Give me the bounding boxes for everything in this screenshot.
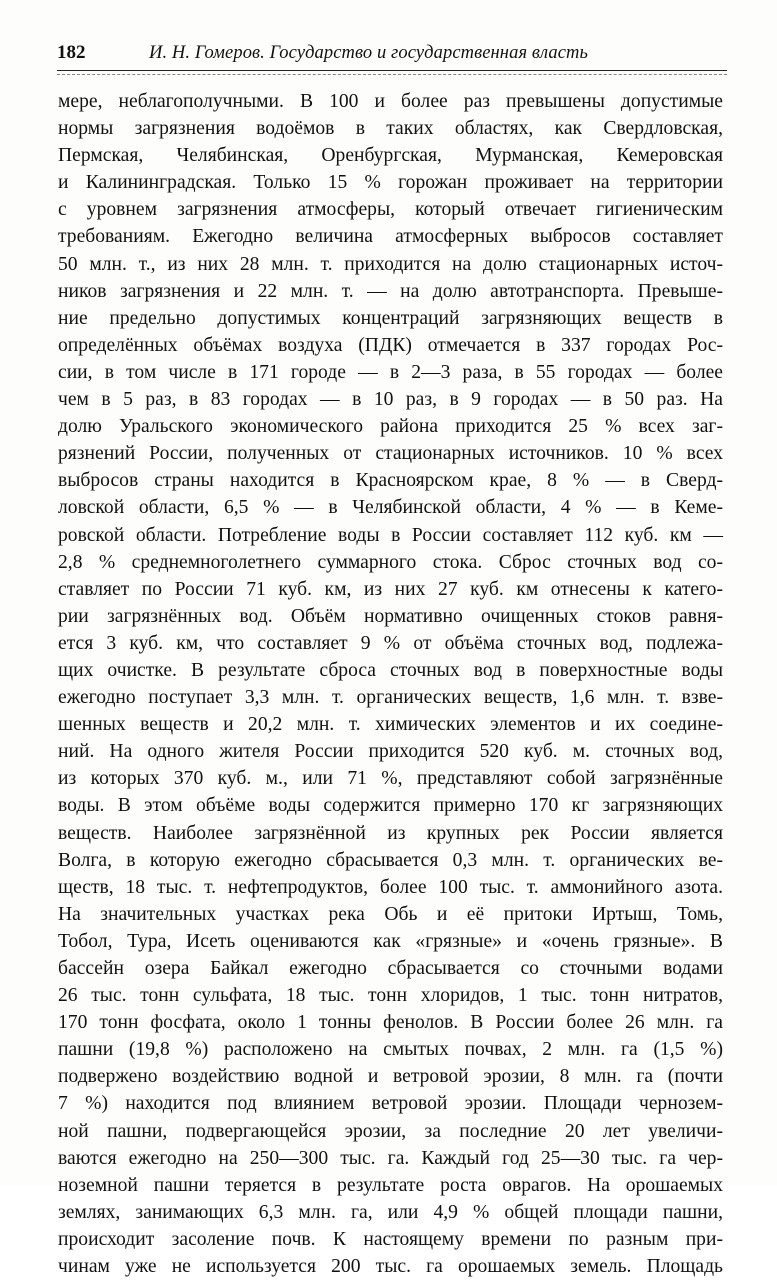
text-line: происходит засоление почв. К настоящему времени по разным при- xyxy=(58,1228,723,1250)
text-line: Тобол, Тура, Исеть оцениваются как «грязные» и «очень грязные». В xyxy=(58,930,723,952)
text-line: долю Уральского экономического района приходится 25 % всех заг- xyxy=(58,416,723,438)
text-line: пашни (19,8 %) расположено на смытых почвах, 2 млн. га (1,5 %) xyxy=(58,1039,723,1061)
body-text xyxy=(58,88,723,1280)
text-line: Волга, в которую ежегодно сбрасывается 0,3 млн. т. органических ве- xyxy=(58,849,723,871)
text-line: ноземной пашни теряется в результате роста оврагов. На орошаемых xyxy=(58,1174,723,1196)
text-line: и Калининградская. Только 15 % горожан проживает на территории xyxy=(58,172,723,194)
text-line: веществ. Наиболее загрязнённой из крупных рек России является xyxy=(58,822,723,844)
text-line: ставляет по России 71 куб. км, из них 27 куб. км отнесены к катего- xyxy=(58,578,723,600)
text-line: ровской области. Потребление воды в России составляет 112 куб. км — xyxy=(58,524,723,546)
text-line: рязнений России, полученных от стационарных источников. 10 % всех xyxy=(58,443,723,465)
text-line: подвержено воздействию водной и ветровой эрозии, 8 млн. га (почти xyxy=(58,1066,723,1088)
text-line: ние предельно допустимых концентраций загрязняющих веществ в xyxy=(58,307,723,329)
text-line: На значительных участках река Обь и её притоки Иртыш, Томь, xyxy=(58,903,723,925)
text-line: чинам уже не используется 200 тыс. га орошаемых земель. Площадь xyxy=(58,1256,723,1278)
text-line: ний. На одного жителя России приходится 520 куб. м. сточных вод, xyxy=(58,741,723,763)
text-line: выбросов страны находится в Красноярском крае, 8 % — в Сверд- xyxy=(58,470,723,492)
text-line: требованиям. Ежегодно величина атмосферных выбросов составляет xyxy=(58,226,723,248)
text-line: определённых объёмах воздуха (ПДК) отмечается в 337 городах Рос- xyxy=(58,334,723,356)
text-line: ществ, 18 тыс. т. нефтепродуктов, более 100 тыс. т. аммонийного азота. xyxy=(58,876,723,898)
text-line: чем в 5 раз, в 83 городах — в 10 раз, в 9 городах — в 50 раз. На xyxy=(58,389,723,411)
running-title: И. Н. Гомеров. Государство и государственная власть xyxy=(149,43,589,63)
text-line: нормы загрязнения водоёмов в таких областях, как Свердловская, xyxy=(58,118,723,140)
text-line: ваются ежегодно на 250—300 тыс. га. Каждый год 25—30 тыс. га чер- xyxy=(58,1147,723,1169)
text-line: шенных веществ и 20,2 млн. т. химических элементов и их соедине- xyxy=(58,714,723,736)
text-line: 26 тыс. тонн сульфата, 18 тыс. тонн хлоридов, 1 тыс. тонн нитратов, xyxy=(58,985,723,1007)
text-line: рии загрязнённых вод. Объём нормативно очищенных стоков равня- xyxy=(58,605,723,627)
text-line: 50 млн. т., из них 28 млн. т. приходится на долю стационарных источ- xyxy=(58,253,723,275)
text-line: сии, в том числе в 171 городе — в 2—3 раза, в 55 городах — более xyxy=(58,361,723,383)
text-line: ется 3 куб. км, что составляет 9 % от объёма сточных вод, подлежа- xyxy=(58,632,723,654)
header-rule xyxy=(57,70,727,71)
text-line: мере, неблагополучными. В 100 и более раз превышены допустимые xyxy=(58,91,723,112)
text-line: ежегодно поступает 3,3 млн. т. органических веществ, 1,6 млн. т. взве- xyxy=(58,687,723,709)
text-line: ников загрязнения и 22 млн. т. — на долю автотранспорта. Превыше- xyxy=(58,280,723,302)
running-header xyxy=(57,38,727,68)
text-line: землях, занимающих 6,3 млн. га, или 4,9 % общей площади пашни, xyxy=(58,1201,723,1223)
page-number: 182 xyxy=(57,42,86,63)
text-line: 2,8 % среднемноголетнего суммарного стока. Сброс сточных вод со- xyxy=(58,551,723,573)
text-line: из которых 370 куб. м., или 71 %, представляют собой загрязнённые xyxy=(58,768,723,790)
text-line: ной пашни, подвергающейся эрозии, за последние 20 лет увеличи- xyxy=(58,1120,723,1142)
text-line: Пермская, Челябинская, Оренбургская, Мурманская, Кемеровская xyxy=(58,145,723,167)
text-line: щих очистке. В результате сброса сточных вод в поверхностные воды xyxy=(58,659,723,681)
text-line: воды. В этом объёме воды содержится примерно 170 кг загрязняющих xyxy=(58,795,723,817)
text-line: ловской области, 6,5 % — в Челябинской области, 4 % — в Кеме- xyxy=(58,497,723,519)
text-line: 7 %) находится под влиянием ветровой эрозии. Площади чернозем- xyxy=(58,1093,723,1115)
header-rule-secondary xyxy=(57,74,727,75)
text-line: бассейн озера Байкал ежегодно сбрасывается со сточными водами xyxy=(58,958,723,979)
text-line: 170 тонн фосфата, около 1 тонны фенолов. В России более 26 млн. га xyxy=(58,1012,723,1034)
text-line: с уровнем загрязнения атмосферы, который отвечает гигиеническим xyxy=(58,199,723,221)
